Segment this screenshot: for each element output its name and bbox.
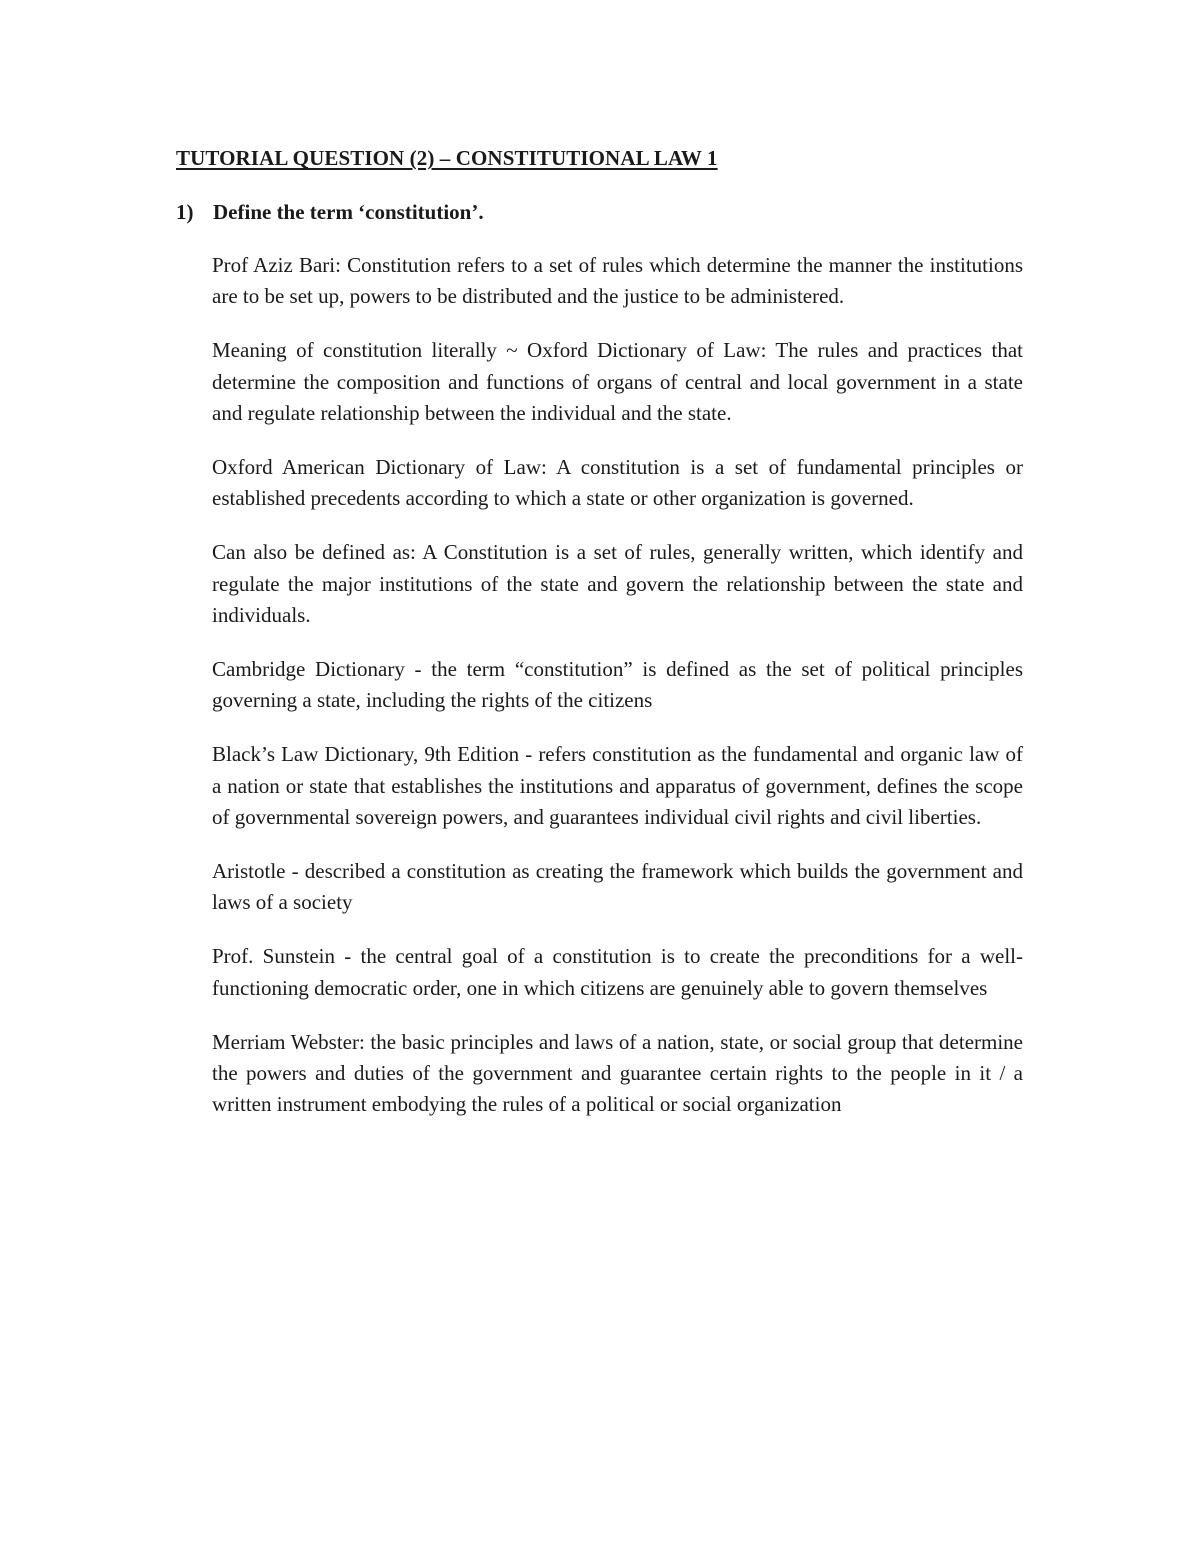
definition-aziz-bari: Prof Aziz Bari: Constitution refers to a set of rules which determine the manner the institutions are to be set up, powers to be distributed and the justice to be administered.: [212, 253, 1023, 309]
definition-sunstein: Prof. Sunstein - the central goal of a constitution is to create the preconditions for a well-functioning democratic order, one in which citizens are genuinely able to govern themselves: [212, 944, 1023, 1000]
document-title: TUTORIAL QUESTION (2) – CONSTITUTIONAL LAW 1: [176, 146, 718, 170]
definition-merriam-webster: Merriam Webster: the basic principles and laws of a nation, state, or social group that determine the powers and duties of the government and guarantee certain rights to the people in it / a written instrument embodying the rules of a political or social organization: [212, 1029, 1023, 1117]
definition-oxford-american: Oxford American Dictionary of Law: A constitution is a set of fundamental principles or established precedents according to which a state or other organization is governed.: [212, 455, 1023, 511]
definition-aristotle: Aristotle - described a constitution as creating the framework which builds the government and laws of a society: [212, 859, 1023, 915]
question-text: Define the term ‘constitution’.: [213, 200, 484, 224]
question-1: [176, 197, 484, 227]
definition-general: Can also be defined as: A Constitution is a set of rules, generally written, which identify and regulate the major institutions of the state and govern the relationship between the state and individuals.: [212, 540, 1023, 627]
definition-oxford-law: Meaning of constitution literally ~ Oxford Dictionary of Law: The rules and practices that determine the composition and functions of organs of central and local government in a state and regulate relationship between the individual and the state.: [212, 338, 1023, 425]
definition-blacks-law: Black’s Law Dictionary, 9th Edition - refers constitution as the fundamental and organic law of a nation or state that establishes the institutions and apparatus of government, defines the scope of governmental sovereign powers, and guarantees individual civil rights and civil liberties.: [212, 742, 1023, 829]
definition-cambridge: Cambridge Dictionary - the term “constitution” is defined as the set of political principles governing a state, including the rights of the citizens: [212, 657, 1023, 713]
definitions-list: [212, 250, 1023, 1143]
question-number: 1): [176, 200, 194, 224]
